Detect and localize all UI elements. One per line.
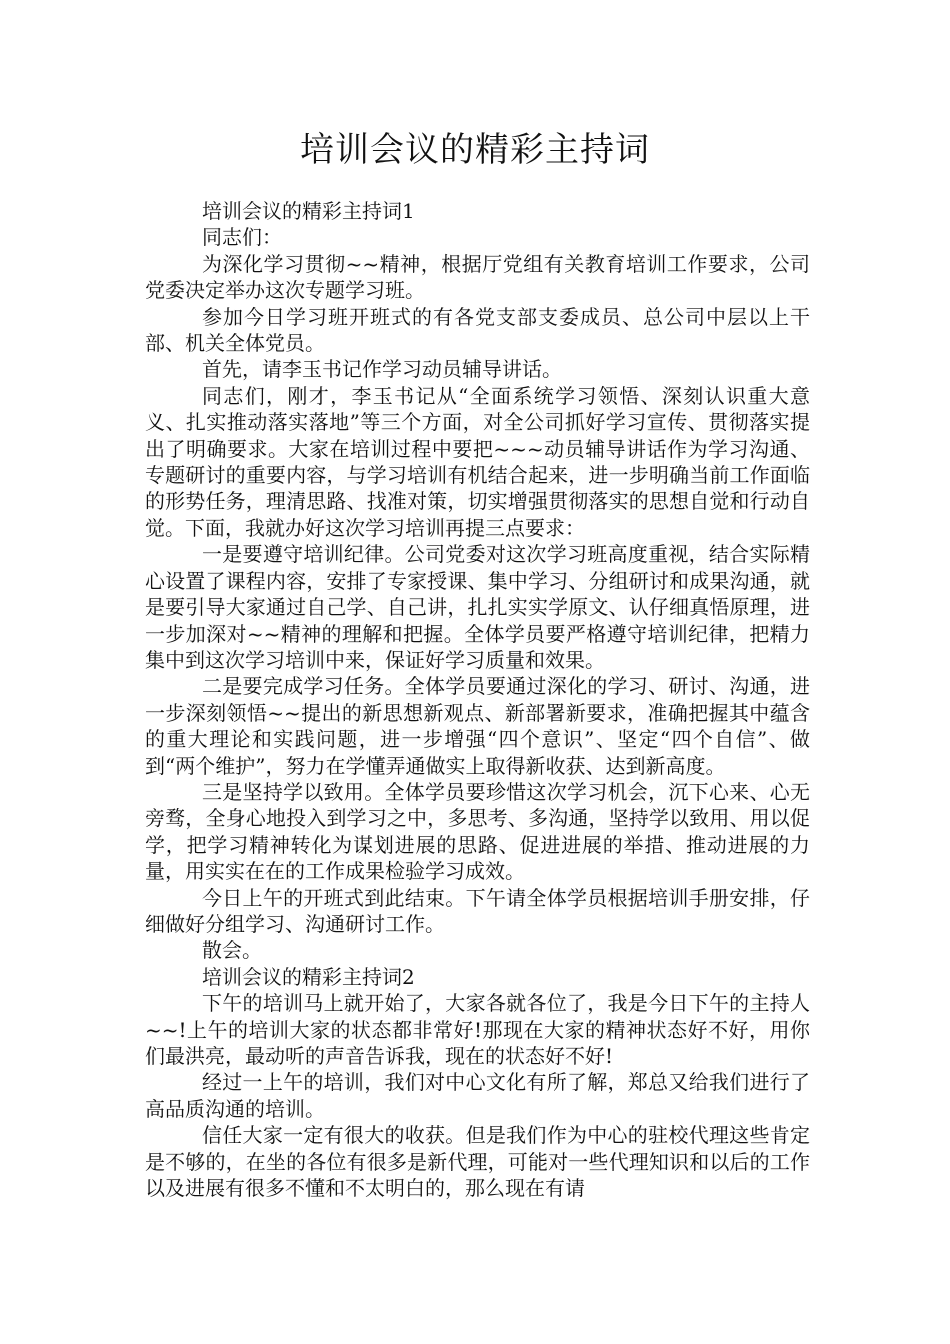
body-paragraph: 二是要完成学习任务。全体学员要通过深化的学习、研讨、沟通，进一步深刻领悟~~提出的新思想新观点、新部署新要求，准确把握其中蕴含的重大理论和实践问题，进一步增强“四个意识”、坚定“四个自信”、做到“两个维护”，努力在学懂弄通做实上取得新收获、达到新高度。 [145, 674, 810, 778]
section-heading-1: 培训会议的精彩主持词1 [202, 199, 415, 223]
greeting-paragraph: 同志们： [202, 225, 282, 250]
body-paragraph: 为深化学习贯彻~~精神，根据厅党组有关教育培训工作要求，公司党委决定举办这次专题学习班。 [145, 251, 810, 303]
body-paragraph: 今日上午的开班式到此结束。下午请全体学员根据培训手册安排，仔细做好分组学习、沟通研讨工作。 [145, 885, 810, 936]
document-title: 培训会议的精彩主持词 [300, 130, 650, 170]
body-paragraph: 一是要遵守培训纪律。公司党委对这次学习班高度重视，结合实际精心设置了课程内容，安排了专家授课、集中学习、分组研讨和成果沟通，就是要引导大家通过自己学、自己讲，扎扎实实学原文、认仔细真悟原理，进一步加深对~~精神的理解和把握。全体学员要严格遵守培训纪律，把精力集中到这次学习培训中来，保证好学习质量和效果。 [145, 542, 810, 672]
body-paragraph: 经过一上午的培训，我们对中心文化有所了解，郑总又给我们进行了高品质沟通的培训。 [145, 1070, 810, 1121]
body-paragraph: 三是坚持学以致用。全体学员要珍惜这次学习机会，沉下心来、心无旁骛，全身心地投入到学习之中，多思考、多沟通，坚持学以致用、用以促学，把学习精神转化为谋划进展的思路、促进进展的举措、推动进展的力量，用实实在在的工作成果检验学习成效。 [145, 779, 810, 884]
body-paragraph: 信任大家一定有很大的收获。但是我们作为中心的驻校代理这些肯定是不够的，在坐的各位有很多是新代理，可能对一些代理知识和以后的工作以及进展有很多不懂和不太明白的，那么现在有请 [145, 1123, 810, 1201]
body-paragraph: 散会。 [202, 938, 262, 963]
body-paragraph: 下午的培训马上就开始了，大家各就各位了，我是今日下午的主持人~~!上午的培训大家的状态都非常好!那现在大家的精神状态好不好，用你们最洪亮，最动听的声音告诉我，现在的状态好不好! [145, 991, 810, 1068]
body-paragraph: 参加今日学习班开班式的有各党支部支委成员、总公司中层以上干部、机关全体党员。 [145, 304, 810, 356]
document-body [145, 198, 810, 1201]
section-heading-2: 培训会议的精彩主持词2 [202, 964, 415, 989]
body-paragraph: 同志们，刚才，李玉书记从“全面系统学习领悟、深刻认识重大意义、扎实推动落实落地”等三个方面，对全公司抓好学习宣传、贯彻落实提出了明确要求。大家在培训过程中要把~~~动员辅导讲话作为学习沟通、专题研讨的重要内容，与学习培训有机结合起来，进一步明确当前工作面临的形势任务，理清思路、找准对策，切实增强贯彻落实的思想自觉和行动自觉。下面，我就办好这次学习培训再提三点要求： [145, 383, 810, 540]
body-paragraph: 首先，请李玉书记作学习动员辅导讲话。 [202, 357, 562, 382]
